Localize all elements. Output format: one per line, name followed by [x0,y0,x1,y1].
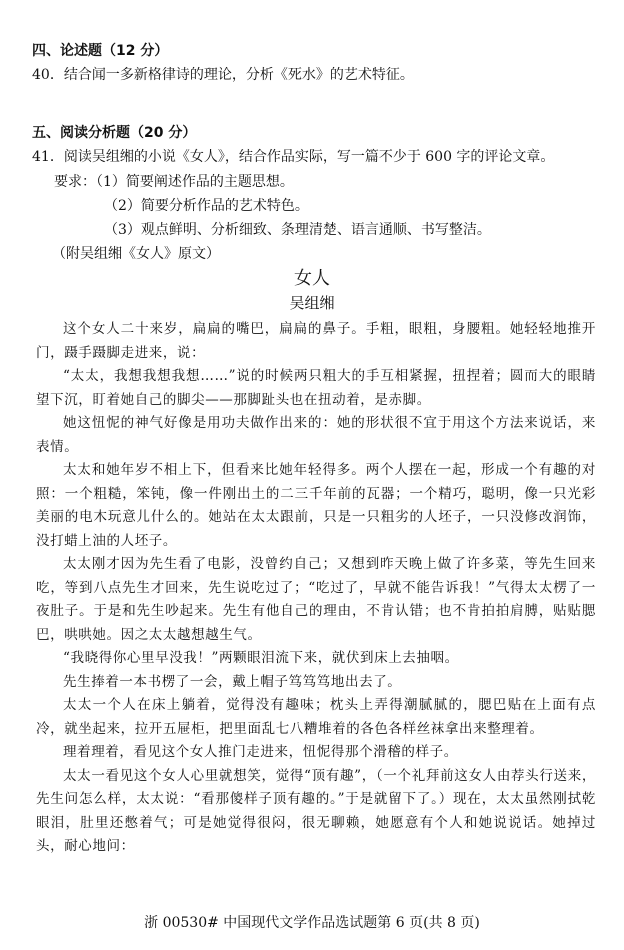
story-paragraph: 她这忸怩的神气好像是用功夫做作出来的：她的形状很不宜于用这个方法来说话，来表情。 [36,415,596,455]
requirement-1: 要求：（1）简要阐述作品的主题思想。 [54,174,294,190]
section-five-heading: 五、阅读分析题（20 分） [32,125,197,141]
story-paragraph: 这个女人二十来岁，扁扁的嘴巴，扁扁的鼻子。手粗，眼粗，身腰粗。她轻轻地推开门，蹑手蹑脚走进来，说： [36,321,596,361]
question-41: 41．阅读吴组缃的小说《女人》，结合作品实际，写一篇不少于 600 字的评论文章。 [32,149,555,165]
story-body [36,318,596,859]
story-paragraph: 太太刚才因为先生看了电影，没曾约自己；又想到昨天晚上做了许多菜，等先生回来吃，等到八点先生才回来，先生说吃过了；“吃过了，早就不能告诉我！”气得太太楞了一夜肚子。于是和先生吵起来。先生有他自己的理由，不肯认错；也不肯拍拍肩膊，贴贴腮巴，哄哄她。因之太太越想越生气。 [36,556,596,643]
story-paragraph: 太太一看见这个女人心里就想笑，觉得“顶有趣”，（一个礼拜前这女人由荐头行送来，先生问怎么样，太太说：“看那傻样子顶有趣的。”于是就留下了。）现在，太太虽然刚拭乾眼泪，肚里还憋着气；可是她觉得很闷，很无聊赖，她愿意有个人和她说说话。她掉过头，耐心地问： [36,767,596,854]
story-paragraph: “太太，我想我想我想……”说的时候两只粗大的手互相紧握，扭捏着；圆而大的眼睛望下沉，盯着她自己的脚尖——那脚趾头也在扭动着，是赤脚。 [36,368,596,408]
section-four-heading: 四、论述题（12 分） [32,43,169,59]
requirement-3: （3）观点鲜明、分析细致、条理清楚、语言通顺、书写整洁。 [104,222,491,238]
attachment-note: （附吴组缃《女人》原文） [52,246,220,262]
requirement-2: （2）简要分析作品的艺术特色。 [104,198,309,214]
story-author: 吴组缃 [289,294,335,312]
story-paragraph: 先生捧着一本书楞了一会，戴上帽子笃笃笃地出去了。 [63,673,402,690]
story-paragraph: “我晓得你心里早没我！”两颗眼泪流下来，就伏到床上去抽咽。 [63,650,459,666]
story-paragraph: 太太和她年岁不相上下，但看来比她年轻得多。两个人摆在一起，形成一个有趣的对照：一个粗糙，笨钝，像一件刚出土的二三千年前的瓦器；一个精巧，聪明，像一只光彩美丽的电木玩意儿什么的。她站在太太跟前，只是一只粗劣的人坯子，一只没修改润饰，没打蜡上油的人坯子。 [36,462,596,549]
question-40: 40．结合闻一多新格律诗的理论，分析《死水》的艺术特征。 [32,67,414,83]
page-footer: 浙 00530# 中国现代文学作品选试题第 6 页(共 8 页) [144,915,480,931]
story-paragraph: 理着理着，看见这个女人推门走进来，忸怩得那个滑稽的样子。 [63,744,458,760]
story-paragraph: 太太一个人在床上躺着，觉得没有趣味；枕头上弄得潮腻腻的，腮巴贴在上面有点冷，就坐起来，拉开五屉柜，把里面乱七八糟堆着的各色各样丝袜拿出来整理着。 [36,697,596,737]
story-title: 女人 [294,268,330,289]
